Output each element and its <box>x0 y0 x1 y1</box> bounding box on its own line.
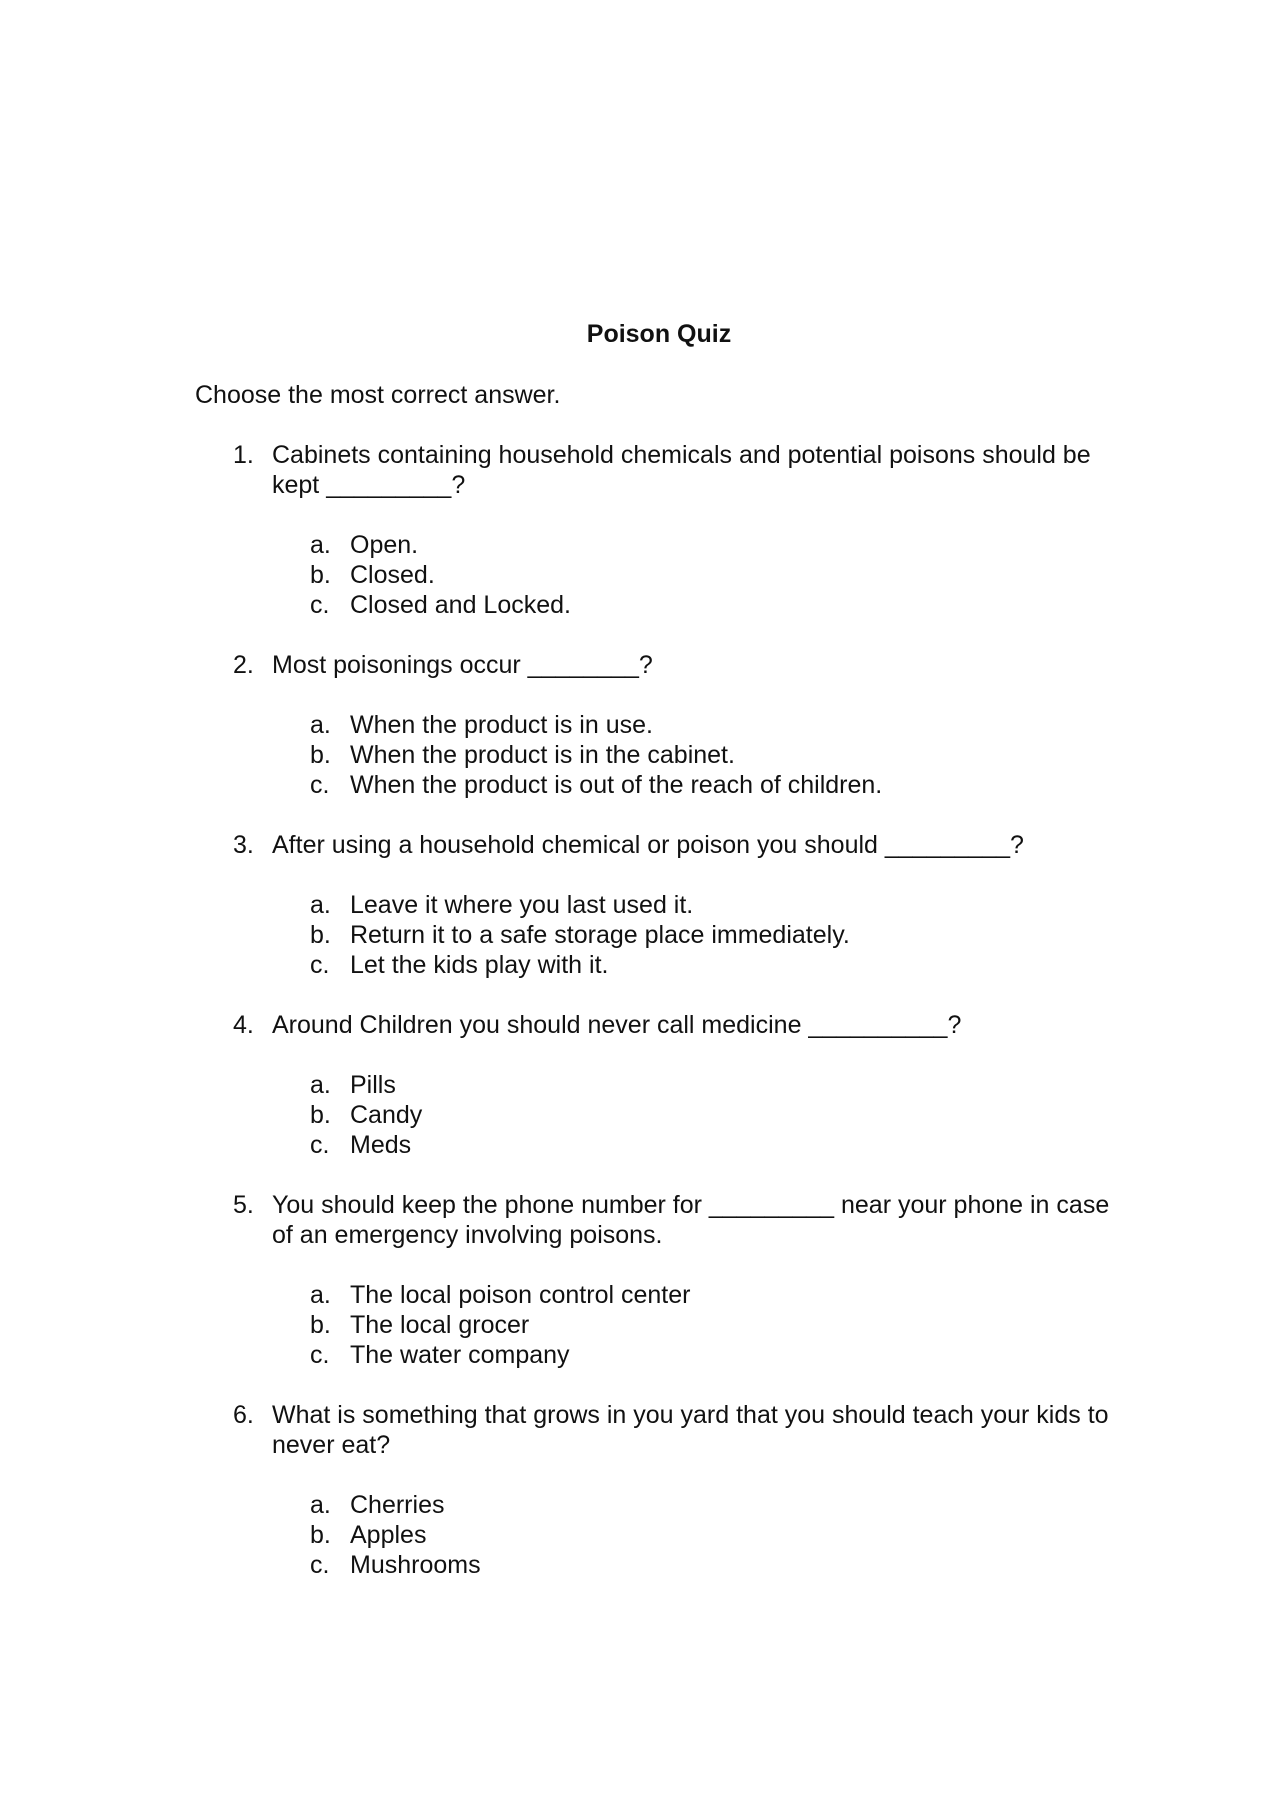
question-4 <box>0 1010 1280 1160</box>
option-text: Leave it where you last used it. <box>350 891 694 919</box>
question-2 <box>0 650 1280 800</box>
option-letter: a. <box>310 891 331 919</box>
option-text: Apples <box>350 1521 427 1549</box>
option-text: Open. <box>350 531 419 559</box>
option-text: Candy <box>350 1101 423 1129</box>
answer-option <box>0 1550 1280 1580</box>
answer-options <box>0 890 1280 980</box>
answer-option <box>0 1070 1280 1100</box>
question-list <box>0 440 1280 1610</box>
question-3 <box>0 830 1280 980</box>
option-text: Meds <box>350 1131 412 1159</box>
option-letter: c. <box>310 1131 330 1159</box>
option-letter: b. <box>310 561 331 589</box>
answer-option <box>0 740 1280 770</box>
answer-option <box>0 890 1280 920</box>
answer-option <box>0 1130 1280 1160</box>
answer-option <box>0 1310 1280 1340</box>
answer-option <box>0 530 1280 560</box>
question-text: What is something that grows in you yard that you should teach your kids to never eat? <box>272 1401 1109 1459</box>
question-text: After using a household chemical or poison you should _________? <box>272 831 1024 859</box>
question-number: 6. <box>233 1401 254 1429</box>
option-letter: a. <box>310 711 331 739</box>
option-letter: c. <box>310 951 330 979</box>
option-letter: a. <box>310 531 331 559</box>
question-5 <box>0 1190 1280 1370</box>
option-letter: b. <box>310 1311 331 1339</box>
option-letter: c. <box>310 771 330 799</box>
option-letter: c. <box>310 1551 330 1579</box>
option-letter: a. <box>310 1281 331 1309</box>
answer-option <box>0 710 1280 740</box>
question-text: You should keep the phone number for _________ near your phone in case of an emergency involving poisons. <box>272 1191 1110 1249</box>
answer-option <box>0 770 1280 800</box>
answer-option <box>0 950 1280 980</box>
answer-option <box>0 560 1280 590</box>
option-text: Let the kids play with it. <box>350 951 609 979</box>
question-text: Around Children you should never call medicine __________? <box>272 1011 962 1039</box>
option-text: When the product is out of the reach of children. <box>350 771 883 799</box>
instruction-text: Choose the most correct answer. <box>195 381 561 409</box>
option-text: Cherries <box>350 1491 445 1519</box>
question-1 <box>0 440 1280 620</box>
answer-option <box>0 1520 1280 1550</box>
option-text: The local poison control center <box>350 1281 691 1309</box>
answer-options <box>0 530 1280 620</box>
option-text: The water company <box>350 1341 570 1369</box>
option-letter: b. <box>310 741 331 769</box>
option-letter: a. <box>310 1071 331 1099</box>
answer-options <box>0 1490 1280 1580</box>
question-number: 5. <box>233 1191 254 1219</box>
answer-option <box>0 590 1280 620</box>
option-text: Pills <box>350 1071 396 1099</box>
option-letter: b. <box>310 1521 331 1549</box>
option-text: Closed. <box>350 561 435 589</box>
option-text: Closed and Locked. <box>350 591 571 619</box>
option-letter: c. <box>310 591 330 619</box>
question-number: 2. <box>233 651 254 679</box>
option-text: Return it to a safe storage place immediately. <box>350 921 850 949</box>
option-text: The local grocer <box>350 1311 530 1339</box>
answer-option <box>0 1100 1280 1130</box>
question-6 <box>0 1400 1280 1580</box>
option-letter: c. <box>310 1341 330 1369</box>
answer-option <box>0 1490 1280 1520</box>
question-text: Most poisonings occur ________? <box>272 651 653 679</box>
question-number: 1. <box>233 441 254 469</box>
option-text: When the product is in the cabinet. <box>350 741 735 769</box>
option-letter: b. <box>310 921 331 949</box>
answer-option <box>0 1340 1280 1370</box>
question-number: 3. <box>233 831 254 859</box>
option-letter: a. <box>310 1491 331 1519</box>
page-title: Poison Quiz <box>586 320 732 348</box>
question-text: Cabinets containing household chemicals and potential poisons should be kept _________? <box>272 441 1091 499</box>
answer-options <box>0 1280 1280 1370</box>
answer-option <box>0 920 1280 950</box>
option-text: Mushrooms <box>350 1551 481 1579</box>
answer-options <box>0 1070 1280 1160</box>
answer-options <box>0 710 1280 800</box>
option-text: When the product is in use. <box>350 711 653 739</box>
answer-option <box>0 1280 1280 1310</box>
question-number: 4. <box>233 1011 254 1039</box>
option-letter: b. <box>310 1101 331 1129</box>
